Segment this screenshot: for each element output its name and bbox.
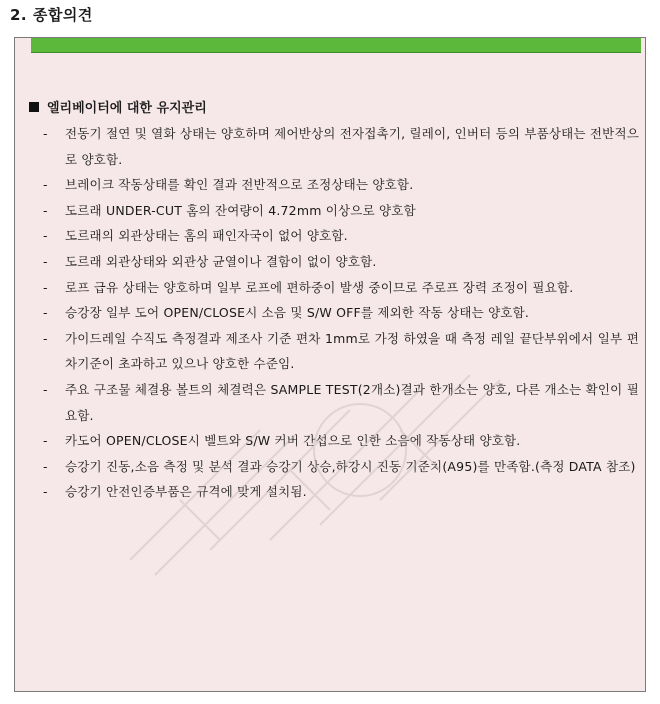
list-item bbox=[43, 428, 639, 454]
header-green-bar bbox=[31, 38, 641, 53]
section-title: 2. 종합의견 bbox=[10, 6, 93, 24]
list-item bbox=[43, 121, 639, 172]
dash-marker: - bbox=[43, 126, 48, 141]
list-item-text: 승강기 진동,소음 측정 및 분석 결과 승강기 상승,하강시 진동 기준치(A95)를 만족함.(측정 DATA 참조) bbox=[65, 458, 636, 474]
list-item-text: 승강기 안전인증부품은 규격에 맞게 설치됨. bbox=[65, 484, 307, 500]
dash-marker: - bbox=[43, 305, 48, 321]
list-item-text: 카도어 OPEN/CLOSE시 벨트와 S/W 커버 간섭으로 인한 소음에 작동상태 양호함. bbox=[65, 433, 521, 449]
dash-marker: - bbox=[43, 177, 48, 193]
list-item bbox=[43, 249, 639, 275]
dash-marker: - bbox=[43, 279, 48, 295]
dash-marker: - bbox=[43, 458, 48, 474]
list-item-text: 주요 구조물 체결용 볼트의 체결력은 SAMPLE TEST(2개소)결과 한개소는 양호, 다른 개소는 확인이 필요함. bbox=[65, 381, 639, 423]
list-item bbox=[43, 326, 639, 377]
dash-marker: - bbox=[43, 484, 48, 500]
list-item bbox=[43, 275, 639, 301]
list-item bbox=[43, 479, 639, 505]
list-item bbox=[43, 377, 639, 428]
list-item-text: 도르래 UNDER-CUT 홈의 잔여량이 4.72mm 이상으로 양호함 bbox=[65, 202, 416, 218]
dash-marker: - bbox=[43, 330, 48, 346]
list-item bbox=[43, 454, 639, 480]
dash-marker: - bbox=[43, 381, 48, 397]
list-item bbox=[43, 172, 639, 198]
list-item-text: 도르래의 외관상태는 홈의 패인자국이 없어 양호함. bbox=[65, 228, 348, 244]
black-square-icon bbox=[29, 102, 39, 112]
heading-text: 엘리베이터에 대한 유지관리 bbox=[47, 101, 207, 116]
list-item-text: 로프 급유 상태는 양호하며 일부 로프에 편하중이 발생 중이므로 주로프 장력 조정이 필요함. bbox=[65, 279, 574, 295]
opinion-list bbox=[43, 121, 639, 505]
list-item-text: 브레이크 작동상태를 확인 결과 전반적으로 조정상태는 양호함. bbox=[65, 177, 414, 193]
summary-opinion-box bbox=[14, 37, 646, 692]
dash-marker: - bbox=[43, 228, 48, 244]
list-item-text: 전동기 절연 및 열화 상태는 양호하며 제어반상의 전자접촉기, 릴레이, 인버터 등의 부품상태는 전반적으로 양호함. bbox=[65, 126, 639, 167]
list-item-text: 가이드레일 수직도 측정결과 제조사 기준 편차 1mm로 가정 하였을 때 측정 레일 끝단부위에서 일부 편차기준이 초과하고 있으나 양호한 수준임. bbox=[65, 330, 639, 372]
dash-marker: - bbox=[43, 253, 48, 269]
list-item bbox=[43, 198, 639, 224]
dash-marker: - bbox=[43, 202, 48, 218]
dash-marker: - bbox=[43, 433, 48, 449]
maintenance-heading bbox=[29, 97, 207, 116]
list-item bbox=[43, 223, 639, 249]
list-item-text: 승강장 일부 도어 OPEN/CLOSE시 소음 및 S/W OFF를 제외한 작동 상태는 양호함. bbox=[65, 305, 530, 321]
list-item bbox=[43, 300, 639, 326]
list-item-text: 도르래 외관상태와 외관상 균열이나 결함이 없이 양호함. bbox=[65, 253, 377, 269]
